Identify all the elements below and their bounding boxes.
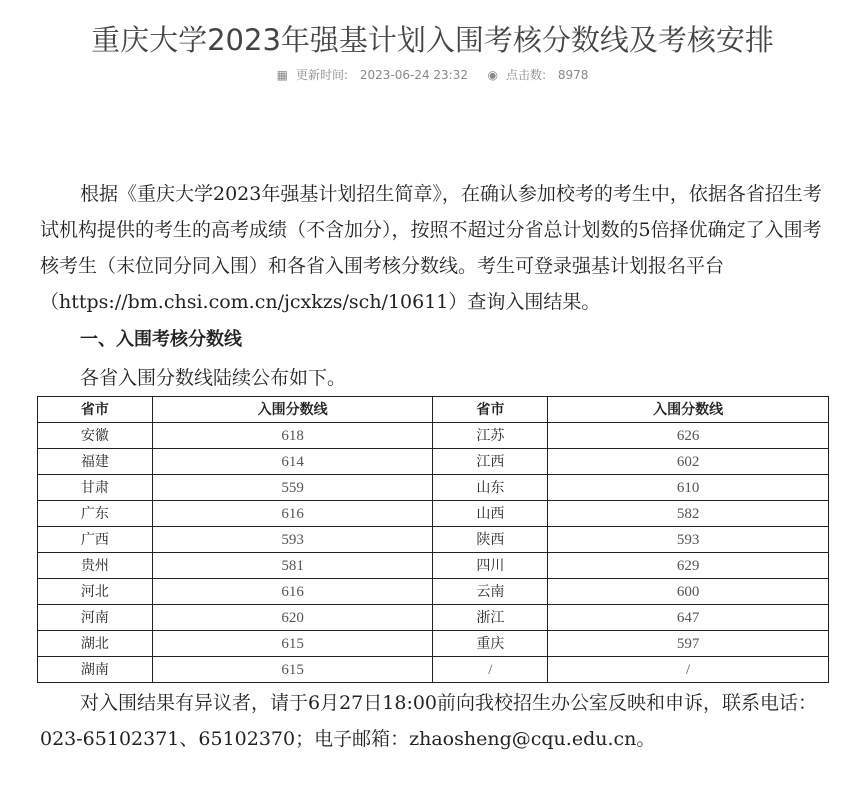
score-cell: 626 bbox=[548, 423, 829, 449]
page-title: 重庆大学2023年强基计划入围考核分数线及考核安排 bbox=[91, 23, 774, 57]
updated-label: 更新时间: bbox=[295, 68, 349, 82]
province-cell: 山东 bbox=[433, 475, 548, 501]
province-cell: 四川 bbox=[433, 553, 548, 579]
article-body bbox=[40, 176, 832, 757]
score-cell: 620 bbox=[152, 605, 433, 631]
score-cell: 600 bbox=[548, 579, 829, 605]
views-count: 8978 bbox=[557, 68, 589, 82]
province-cell: 贵州 bbox=[38, 553, 153, 579]
section-heading: 一、入围考核分数线 bbox=[80, 329, 242, 350]
score-cell: 629 bbox=[548, 553, 829, 579]
table-row bbox=[38, 605, 829, 631]
score-cell: 615 bbox=[152, 631, 433, 657]
province-cell: 陕西 bbox=[433, 527, 548, 553]
score-cell: 616 bbox=[152, 501, 433, 527]
table-row bbox=[38, 631, 829, 657]
province-cell: 江西 bbox=[433, 449, 548, 475]
score-cell: 647 bbox=[548, 605, 829, 631]
province-cell: 广东 bbox=[38, 501, 153, 527]
table-row bbox=[38, 553, 829, 579]
province-cell: 甘肃 bbox=[38, 475, 153, 501]
province-cell: 山西 bbox=[433, 501, 548, 527]
table-row bbox=[38, 449, 829, 475]
score-cell: 581 bbox=[152, 553, 433, 579]
column-header: 入围分数线 bbox=[548, 397, 829, 423]
province-cell: 湖南 bbox=[38, 657, 153, 683]
province-cell: 云南 bbox=[433, 579, 548, 605]
province-cell: 河南 bbox=[38, 605, 153, 631]
score-table bbox=[37, 396, 829, 683]
intro-paragraph: 根据《重庆大学2023年强基计划招生简章》，在确认参加校考的考生中，依据各省招生考试机构提供的考生的高考成绩（不含加分），按照不超过分省总计划数的5倍择优确定了入围考核考生（末位同分同入围）和各省入围考核分数线。考生可登录强基计划报名平台（https://bm.chsi.com.cn/jcxkzs/sch/10611）查询入围结果。 bbox=[40, 183, 822, 313]
column-header: 入围分数线 bbox=[152, 397, 433, 423]
province-cell: 江苏 bbox=[433, 423, 548, 449]
table-row bbox=[38, 475, 829, 501]
table-row bbox=[38, 657, 829, 683]
updated-time: 2023-06-24 23:32 bbox=[359, 68, 468, 82]
table-row bbox=[38, 579, 829, 605]
province-cell: 湖北 bbox=[38, 631, 153, 657]
calendar-icon: ▦ bbox=[276, 68, 288, 82]
score-cell: 616 bbox=[152, 579, 433, 605]
eye-icon: ◉ bbox=[487, 68, 498, 82]
score-cell: 614 bbox=[152, 449, 433, 475]
score-cell: 610 bbox=[548, 475, 829, 501]
province-cell: / bbox=[433, 657, 548, 683]
article-meta bbox=[0, 66, 865, 83]
province-cell: 安徽 bbox=[38, 423, 153, 449]
views-label: 点击数: bbox=[505, 68, 546, 82]
province-cell: 河北 bbox=[38, 579, 153, 605]
appeal-paragraph: 对入围结果有异议者，请于6月27日18:00前向我校招生办公室反映和申诉，联系电话：023-65102371、65102370；电子邮箱：zhaosheng@cqu.edu.cn。 bbox=[40, 692, 818, 750]
score-cell: 593 bbox=[548, 527, 829, 553]
score-cell: 597 bbox=[548, 631, 829, 657]
column-header: 省市 bbox=[433, 397, 548, 423]
score-cell: 602 bbox=[548, 449, 829, 475]
province-cell: 福建 bbox=[38, 449, 153, 475]
score-cell: 618 bbox=[152, 423, 433, 449]
province-cell: 广西 bbox=[38, 527, 153, 553]
score-cell: 593 bbox=[152, 527, 433, 553]
score-cell: 615 bbox=[152, 657, 433, 683]
score-cell: 582 bbox=[548, 501, 829, 527]
table-row bbox=[38, 423, 829, 449]
section-note: 各省入围分数线陆续公布如下。 bbox=[80, 367, 347, 389]
score-cell: / bbox=[548, 657, 829, 683]
province-cell: 浙江 bbox=[433, 605, 548, 631]
score-cell: 559 bbox=[152, 475, 433, 501]
province-cell: 重庆 bbox=[433, 631, 548, 657]
column-header: 省市 bbox=[38, 397, 153, 423]
table-row bbox=[38, 501, 829, 527]
table-row bbox=[38, 527, 829, 553]
